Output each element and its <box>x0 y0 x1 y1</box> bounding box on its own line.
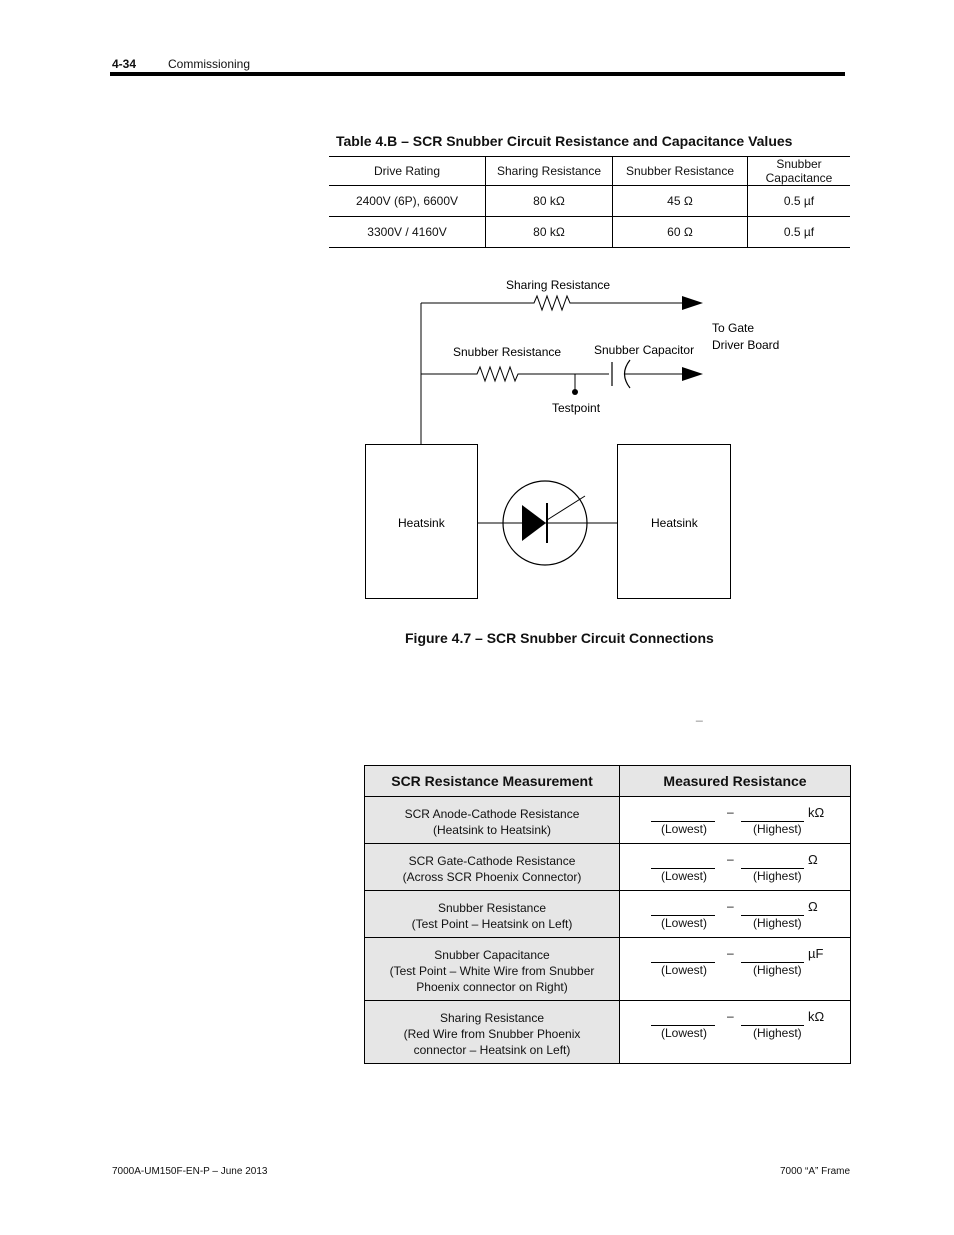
measurement-label: SCR Gate-Cathode Resistance (Across SCR Phoenix Connector) <box>365 844 620 891</box>
table-cell: 60 Ω <box>613 217 748 248</box>
driver-board-label: Driver Board <box>712 338 780 352</box>
highest-input[interactable] <box>741 1009 804 1026</box>
snubber-resistor <box>421 367 609 381</box>
unit-label: Ω <box>808 899 818 914</box>
table-cell: 2400V (6P), 6600V <box>329 186 486 217</box>
snubber-capacitor-label: Snubber Capacitor <box>594 343 695 357</box>
table-row <box>365 891 851 938</box>
arrow-icon <box>682 296 703 310</box>
measurement-label: Snubber Capacitance (Test Point – White Wire from Snubber Phoenix connector on Right) <box>365 938 620 1001</box>
testpoint-label: Testpoint <box>552 401 601 415</box>
arrow-icon <box>682 367 703 381</box>
column-header: Snubber Capacitance <box>748 157 851 186</box>
scr-triangle <box>522 505 546 541</box>
highest-input[interactable] <box>741 946 804 963</box>
lowest-label: (Lowest) <box>661 963 708 977</box>
measurement-label: SCR Anode-Cathode Resistance (Heatsink to Heatsink) <box>365 797 620 844</box>
highest-label: (Highest) <box>753 1026 802 1040</box>
table-row <box>365 844 851 891</box>
table-row <box>365 938 851 1001</box>
lowest-label: (Lowest) <box>661 869 708 883</box>
measured-value-cell: – kΩ (Lowest) (Highest) <box>620 797 851 844</box>
footer-publication: 7000A-UM150F-EN-P – June 2013 <box>112 1166 268 1177</box>
testpoint-dot <box>572 389 578 395</box>
highest-label: (Highest) <box>753 822 802 836</box>
measurement-label: Snubber Resistance (Test Point – Heatsink on Left) <box>365 891 620 938</box>
highest-label: (Highest) <box>753 869 802 883</box>
table-cell: 45 Ω <box>613 186 748 217</box>
table-header-row <box>365 766 851 797</box>
lowest-label: (Lowest) <box>661 916 708 930</box>
measured-value-cell: – µF (Lowest) (Highest) <box>620 938 851 1001</box>
heatsink-right-label: Heatsink <box>651 516 698 530</box>
table-row <box>365 797 851 844</box>
column-header: Measured Resistance <box>620 766 851 797</box>
lowest-input[interactable] <box>651 946 715 963</box>
lowest-input[interactable] <box>651 1009 715 1026</box>
highest-label: (Highest) <box>753 963 802 977</box>
scr-measurement-table <box>364 765 851 1064</box>
measured-value-cell: – Ω (Lowest) (Highest) <box>620 891 851 938</box>
table-row <box>365 1001 851 1064</box>
unit-label: Ω <box>808 852 818 867</box>
table-cell: 3300V / 4160V <box>329 217 486 248</box>
lowest-input[interactable] <box>651 899 715 916</box>
measured-value-cell: – kΩ (Lowest) (Highest) <box>620 1001 851 1064</box>
table-cell: 80 kΩ <box>486 186 613 217</box>
table-caption: Table 4.B – SCR Snubber Circuit Resistance and Capacitance Values <box>336 133 793 149</box>
measured-value-cell: – Ω (Lowest) (Highest) <box>620 844 851 891</box>
lowest-input[interactable] <box>651 852 715 869</box>
highest-input[interactable] <box>741 805 804 822</box>
lowest-label: (Lowest) <box>661 822 708 836</box>
column-header: Snubber Resistance <box>613 157 748 186</box>
column-header: SCR Resistance Measurement <box>365 766 620 797</box>
heatsink-left-label: Heatsink <box>398 516 445 530</box>
stray-mark: _ <box>696 708 703 722</box>
column-header: Sharing Resistance <box>486 157 613 186</box>
scr-gate <box>547 496 585 520</box>
unit-label: µF <box>808 946 824 961</box>
measurement-label: Sharing Resistance (Red Wire from Snubber Phoenix connector – Heatsink on Left) <box>365 1001 620 1064</box>
table-cell: 80 kΩ <box>486 217 613 248</box>
page-number: 4-34 <box>112 57 137 71</box>
highest-input[interactable] <box>741 899 804 916</box>
to-gate-label: To Gate <box>712 321 755 335</box>
sharing-resistance-label: Sharing Resistance <box>506 278 611 292</box>
section-title: Commissioning <box>168 57 251 71</box>
lowest-input[interactable] <box>651 805 715 822</box>
unit-label: kΩ <box>808 805 825 820</box>
snubber-resistance-label: Snubber Resistance <box>453 345 562 359</box>
unit-label: kΩ <box>808 1009 825 1024</box>
table-cell: 0.5 µf <box>748 217 851 248</box>
column-header: Drive Rating <box>329 157 486 186</box>
lowest-label: (Lowest) <box>661 1026 708 1040</box>
highest-input[interactable] <box>741 852 804 869</box>
highest-label: (Highest) <box>753 916 802 930</box>
sharing-resistor <box>421 296 684 310</box>
table-cell: 0.5 µf <box>748 186 851 217</box>
figure-caption: Figure 4.7 – SCR Snubber Circuit Connections <box>405 630 714 646</box>
footer-product: 7000 “A” Frame <box>780 1166 851 1177</box>
